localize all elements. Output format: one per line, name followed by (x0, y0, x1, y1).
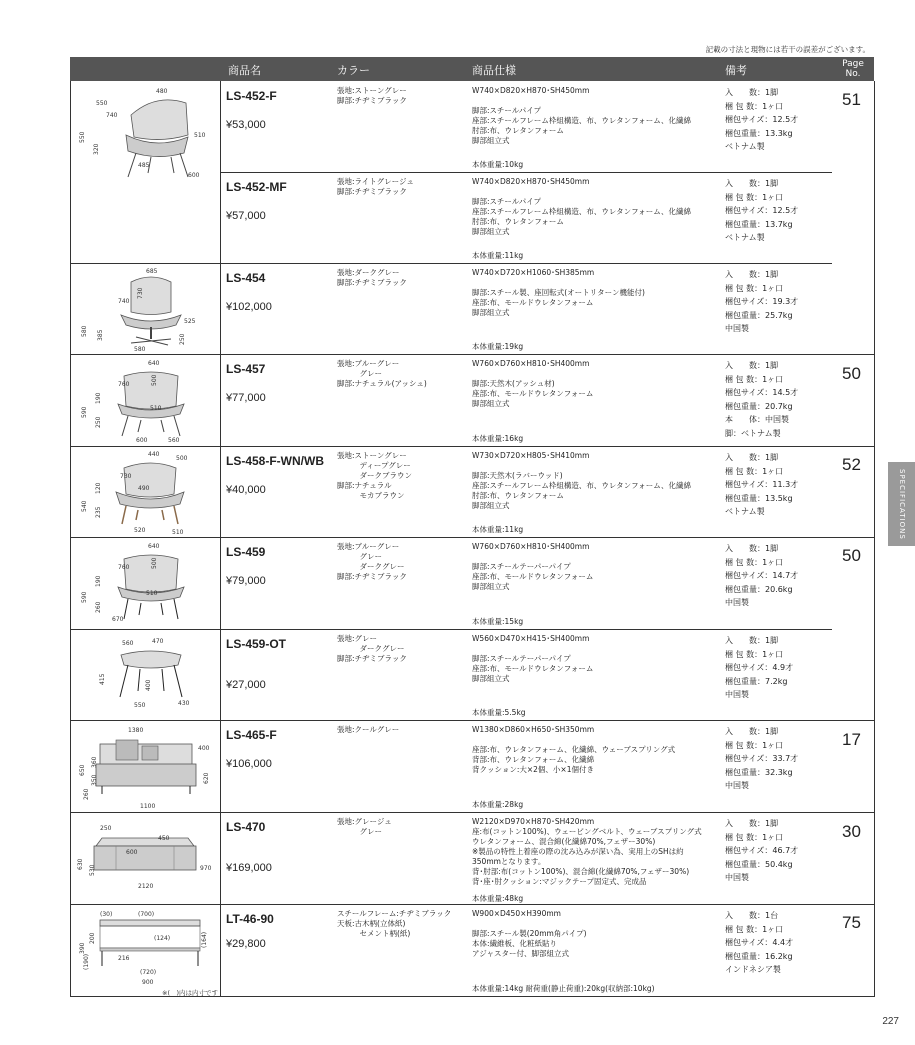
dim-label: 550 (134, 702, 146, 709)
dimension-note: 記載の寸法と現物には若干の誤差がございます。 (705, 45, 870, 54)
product-LS-458-F-WN-WB (220, 446, 832, 537)
product-LS-452-MF (220, 172, 832, 263)
dim-label: 520 (134, 527, 146, 534)
dim-label: 510 (172, 529, 184, 536)
product-drawing (70, 81, 221, 263)
dim-label: 190 (95, 575, 102, 587)
dim-label: (30) (100, 911, 113, 918)
table-row (70, 81, 832, 264)
dim-label: 1380 (128, 727, 144, 734)
price: ¥79,000 (226, 575, 266, 587)
dim-label: 200 (89, 932, 96, 944)
model-name: LS-452-F (226, 89, 277, 103)
header-color: カラー (337, 64, 370, 77)
lounge-chair-drawing-icon (76, 541, 216, 627)
dim-label: 510 (194, 132, 206, 139)
page-divider (832, 812, 874, 813)
weight: 本体重量:19kg (472, 342, 524, 351)
dim-label: 250 (100, 825, 112, 832)
spec-info: W560×D470×H415･SH400mm 脚部:スチールテーパーパイプ 座部:布、モールドウレタンフォーム 脚部組立式 (472, 634, 594, 683)
remarks: 入 数：1脚 梱 包 数：1ヶ口 梱包サイズ：11.3才 梱包重量：13.5kg ベトナム製 (725, 453, 799, 516)
dim-label: 216 (118, 955, 130, 962)
remarks: 入 数：1台 梱 包 数：1ヶ口 梱包サイズ：4.4才 梱包重量：16.2kg インドネシア製 (725, 911, 794, 974)
sofa-drawing-icon (76, 724, 216, 810)
dim-label: 490 (138, 485, 150, 492)
product-LS-465-F (220, 720, 832, 812)
price: ¥40,000 (226, 484, 266, 496)
product-drawing (70, 263, 221, 354)
dim-label: 470 (152, 638, 164, 645)
dim-label: (190) (83, 953, 90, 970)
weight: 本体重量:16kg (472, 434, 524, 443)
remarks: 入 数：1脚 梱 包 数：1ヶ口 梱包サイズ：14.5才 梱包重量：20.7kg 本 体：中国製 脚：ベトナム製 (725, 361, 799, 438)
table-row (70, 629, 832, 721)
model-name: LS-457 (226, 362, 266, 376)
product-LS-459 (220, 537, 832, 629)
dim-label: 120 (95, 482, 102, 494)
page-divider (832, 537, 874, 538)
price: ¥27,000 (226, 679, 266, 691)
price: ¥29,800 (226, 938, 266, 950)
header-remarks: 備考 (725, 64, 747, 77)
dim-label: (720) (140, 969, 157, 976)
dim-label: (124) (154, 935, 171, 942)
weight: 本体重量:11kg (472, 251, 524, 260)
dim-label: 510 (150, 405, 162, 412)
chair-drawing-icon (76, 85, 216, 185)
product-drawing (70, 904, 221, 996)
color-info: 張地:ストーングレー ディープグレー ダークブラウン 脚部:ナチュラル モカブラウン (337, 451, 412, 500)
spec-info: W730×D720×H805･SH410mm 脚部:天然木(ラバーウッド) 座部:スチールフレーム枠組構造、布、ウレタンフォーム、化繊綿 肘部:布、ウレタンフォーム 脚部組立式 (472, 451, 691, 510)
dim-label: 600 (136, 437, 148, 444)
color-info: 張地:ブルーグレー グレー 脚部:ナチュラル(アッシュ) (337, 359, 427, 388)
dim-label: 670 (112, 616, 124, 623)
dim-label: 620 (203, 772, 210, 784)
dim-label: 560 (122, 640, 134, 647)
dim-label: 590 (81, 591, 88, 603)
spec-info: W900×D450×H390mm 脚部:スチール製(20mm角パイプ) 本体:繊維板、化粧紙貼り アジャスター付、脚部組立式 (472, 909, 587, 958)
swivel-chair-drawing-icon (76, 267, 216, 353)
spec-info: W740×D820×H870･SH450mm 脚部:スチールパイプ 座部:スチールフレーム枠組構造、布、ウレタンフォーム、化繊綿 肘部:布、ウレタンフォーム 脚部組立式 (472, 86, 691, 145)
dim-label: 430 (178, 700, 190, 707)
product-drawing (70, 720, 221, 812)
color-info: 張地:グレージュ グレー (337, 817, 392, 836)
dim-label: 685 (146, 268, 158, 275)
dim-label: 580 (134, 346, 146, 353)
remarks: 入 数：1脚 梱 包 数：1ヶ口 梱包サイズ：19.3才 梱包重量：25.7kg 中国製 (725, 270, 799, 333)
dim-label: 1100 (140, 803, 156, 810)
dim-label: 600 (126, 849, 138, 856)
model-name: LS-459-OT (226, 637, 287, 651)
footnote: ※( )内は内寸です (162, 989, 219, 997)
weight: 本体重量:28kg (472, 800, 524, 809)
color-info: 張地:ダークグレー 脚部:チヂミブラック (337, 268, 407, 287)
weight: 本体重量:11kg (472, 525, 524, 534)
dim-label: 900 (142, 979, 154, 986)
page-ref: 50 (842, 546, 861, 565)
remarks: 入 数：1脚 梱 包 数：1ヶ口 梱包サイズ：12.5才 梱包重量：13.3kg ベトナム製 (725, 88, 799, 151)
page-column (832, 81, 875, 997)
product-LS-459-OT (220, 629, 832, 720)
model-name: LS-459 (226, 545, 266, 559)
dim-label: 760 (118, 381, 130, 388)
dim-label: 640 (148, 360, 160, 367)
table-row (70, 537, 832, 630)
weight: 本体重量:5.5kg (472, 708, 526, 717)
table-row (70, 263, 832, 355)
page-divider (832, 354, 874, 355)
price: ¥102,000 (226, 301, 272, 313)
dim-label: 600 (188, 172, 200, 179)
model-name: LS-454 (226, 271, 266, 285)
page-divider (832, 720, 874, 721)
dim-label: 390 (79, 942, 86, 954)
product-LS-452-F (220, 81, 832, 173)
table-row (70, 904, 832, 997)
remarks: 入 数：1脚 梱 包 数：1ヶ口 梱包サイズ：33.7才 梱包重量：32.3kg 中国製 (725, 727, 799, 790)
product-drawing (70, 812, 221, 904)
dim-label: 740 (118, 298, 130, 305)
page-ref: 17 (842, 730, 861, 749)
table-header (70, 57, 832, 81)
spec-info: W2120×D970×H870･SH420mm 座:布(コットン100%)、ウェービングベルト、ウェーブスプリング式 ウレタンフォーム、混合綿(化繊綿70%,フェザー30%) ※製品の特性上着座の際の沈み込みが深い為、実用上のSHは約 350mmとなります。 背･肘部:布(コットン100%)、混合綿(化繊綿70%,フェザー30%) 背･座･肘クッション:マジックテープ固定式、完成品 (472, 817, 702, 886)
weight: 本体重量:14kg 耐荷重(静止荷重):20kg(収納部:10kg) (472, 984, 655, 993)
dim-label: 440 (148, 451, 160, 458)
weight: 本体重量:48kg (472, 894, 524, 903)
dim-label: 590 (81, 406, 88, 418)
page-ref: 75 (842, 913, 861, 932)
spec-info: W740×D720×H1060･SH385mm 脚部:スチール製、座回転式(オートリターン機能付) 座部:布、モールドウレタンフォーム 脚部組立式 (472, 268, 645, 317)
remarks: 入 数：1脚 梱 包 数：1ヶ口 梱包サイズ：46.7才 梱包重量：50.4kg 中国製 (725, 819, 799, 882)
color-info: 張地:ブルーグレー グレー ダークグレー 脚部:チヂミブラック (337, 542, 407, 581)
product-drawing (70, 537, 221, 629)
model-name: LS-465-F (226, 728, 277, 742)
dim-label: 730 (120, 473, 132, 480)
price: ¥77,000 (226, 392, 266, 404)
armchair-drawing-icon (76, 450, 216, 536)
color-info: 張地:ストーングレー 脚部:チヂミブラック (337, 86, 407, 105)
spec-info: W760×D760×H810･SH400mm 脚部:スチールテーパーパイプ 座部:布、モールドウレタンフォーム 脚部組立式 (472, 542, 594, 591)
dim-label: 550 (79, 131, 86, 143)
spec-info: W740×D820×H870･SH450mm 脚部:スチールパイプ 座部:スチールフレーム枠組構造、布、ウレタンフォーム、化繊綿 肘部:布、ウレタンフォーム 脚部組立式 (472, 177, 691, 236)
product-drawing (70, 354, 221, 446)
dim-label: 740 (106, 112, 118, 119)
page-ref: 52 (842, 455, 861, 474)
page-divider (832, 996, 874, 997)
ottoman-drawing-icon (76, 633, 216, 719)
price: ¥57,000 (226, 210, 266, 222)
dim-label: 760 (118, 564, 130, 571)
dim-label: 320 (93, 143, 100, 155)
dim-label: (700) (138, 911, 155, 918)
dim-label: 480 (156, 88, 168, 95)
dim-label: 350 (91, 774, 98, 786)
dim-label: 500 (151, 374, 158, 386)
dim-label: 260 (83, 788, 90, 800)
dim-label: 235 (95, 506, 102, 518)
model-name: LS-470 (226, 820, 266, 834)
color-info: 張地:ライトグレージュ 脚部:チヂミブラック (337, 177, 414, 196)
table-drawing-icon (76, 908, 216, 986)
table-row (70, 354, 832, 447)
product-drawing (70, 446, 221, 537)
side-tab: SPECIFICATIONS (888, 462, 915, 546)
model-name: LS-458-F-WN/WB (226, 454, 324, 468)
dim-label: 190 (95, 392, 102, 404)
dim-label: 540 (81, 500, 88, 512)
dim-label: 630 (77, 858, 84, 870)
dim-label: 485 (138, 162, 150, 169)
color-info: 張地:クールグレー (337, 725, 400, 734)
color-info: 張地:グレー ダークグレー 脚部:チヂミブラック (337, 634, 407, 663)
price: ¥53,000 (226, 119, 266, 131)
page-divider (832, 446, 874, 447)
page-number: 227 (882, 1016, 899, 1027)
product-drawing (70, 629, 221, 720)
dim-label: 400 (145, 679, 152, 691)
dim-label: 560 (168, 437, 180, 444)
dim-label: 640 (148, 543, 160, 550)
weight: 本体重量:15kg (472, 617, 524, 626)
model-name: LS-452-MF (226, 180, 287, 194)
model-name: LT-46-90 (226, 912, 274, 926)
dim-label: 500 (151, 557, 158, 569)
header-page-label: Page No. (842, 59, 864, 79)
page-ref: 30 (842, 822, 861, 841)
product-LT-46-90 (220, 904, 832, 996)
product-LS-457 (220, 354, 832, 446)
dim-label: 500 (176, 455, 188, 462)
spec-info: W760×D760×H810･SH400mm 脚部:天然木(アッシュ材) 座部:布、モールドウレタンフォーム 脚部組立式 (472, 359, 594, 408)
dim-label: 450 (158, 835, 170, 842)
weight: 本体重量:10kg (472, 160, 524, 169)
product-LS-470 (220, 812, 832, 904)
price: ¥106,000 (226, 758, 272, 770)
dim-label: 400 (198, 745, 210, 752)
product-LS-454 (220, 263, 832, 354)
dim-label: 250 (95, 416, 102, 428)
header-spec: 商品仕様 (472, 64, 516, 77)
dim-label: (164) (201, 931, 208, 948)
price: ¥169,000 (226, 862, 272, 874)
dim-label: 730 (137, 287, 144, 299)
dim-label: 260 (95, 601, 102, 613)
dim-label: 580 (81, 325, 88, 337)
dim-label: 250 (179, 333, 186, 345)
dim-label: 530 (89, 864, 96, 876)
dim-label: 550 (96, 100, 108, 107)
dim-label: 525 (184, 318, 196, 325)
color-info: スチールフレーム:チヂミブラック 天板:古木柄(立体紙) セメント柄(紙) (337, 909, 452, 938)
sofa-drawing-icon (76, 816, 216, 902)
header-name: 商品名 (228, 64, 261, 77)
page-ref: 50 (842, 364, 861, 383)
remarks: 入 数：1脚 梱 包 数：1ヶ口 梱包サイズ：4.9才 梱包重量：7.2kg 中国製 (725, 636, 794, 699)
lounge-chair-drawing-icon (76, 358, 216, 444)
remarks: 入 数：1脚 梱 包 数：1ヶ口 梱包サイズ：14.7才 梱包重量：20.6kg 中国製 (725, 544, 799, 607)
table-row (70, 720, 832, 813)
table-row (70, 812, 832, 905)
page-ref: 51 (842, 90, 861, 109)
table-row (70, 446, 832, 538)
dim-label: 650 (79, 764, 86, 776)
dim-label: 415 (99, 673, 106, 685)
page-divider (832, 904, 874, 905)
spec-info: W1380×D860×H650･SH350mm 座部:布、ウレタンフォーム、化繊綿、ウェーブスプリング式 背部:布、ウレタンフォーム、化繊綿 背クッション:大×2個、小×1個付き (472, 725, 676, 774)
dim-label: 385 (97, 329, 104, 341)
dim-label: 2120 (138, 883, 154, 890)
dim-label: 510 (146, 590, 158, 597)
remarks: 入 数：1脚 梱 包 数：1ヶ口 梱包サイズ：12.5才 梱包重量：13.7kg ベトナム製 (725, 179, 799, 242)
dim-label: 970 (200, 865, 212, 872)
dim-label: 360 (91, 756, 98, 768)
header-page (832, 57, 874, 81)
